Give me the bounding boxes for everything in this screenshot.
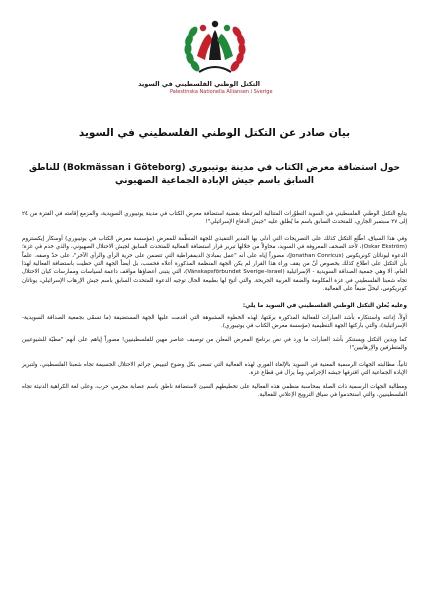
point-second: ثانياً، مطالبته الجهات الرسمية المعنية في السويد بالإلغاء الفوري لهذه الفعالية التي تسعى بكل وضوح لتبييض جرائم الاحتلال الجسيمة تجاه شعبنا الفلسطيني، ولتبرير الإبادة الجماعية التي اقترفها جيشه الإجرامي وما يزال في قطاع غزة. <box>22 361 407 377</box>
org-logo <box>138 16 273 108</box>
org-name-arabic: التكتل الوطني الفلسطيني في السويد <box>138 80 260 88</box>
point-first: أولاً، إدانته واستنكاره بأشد العبارات للفعالية المذكورة برمّتها، لهذه الخطوة المشبوهة التي أقدمت عليها الجهة المستضيفة (ما تسمّى بجمعية الصداقة السويدية-الإسرائيلية)، والتي باركتها الجهة التنظيمية (مؤسسة معرض الكتاب في يوتيبوري). <box>22 315 407 330</box>
statement-headline: حول استضافة معرض الكتاب في مدينة يوتيبوري (Bokmässan i Göteborg) للناطق السابق باسم جيش الإبادة الجماعية الصهيوني <box>29 163 400 186</box>
olive-wreath-logo-icon <box>179 16 251 80</box>
org-name-swedish: Palestinska Nationella Alliansen i Sverige <box>170 89 273 95</box>
paragraph-1: يتابع التكتل الوطني الفلسطيني في السويد التطوّرات المتتالية المرتبطة بقضية استضافة معرض الكتاب في مدينة يوتيبوري السويدية، والمزمع إقامته في الفترة من ٢٤ إلى ٢٧ سبتمبر الجاري، للمتحدث السابق باسم ما يُطلق عليه "جيش الدفاع الإسرائيلي"! <box>22 211 407 226</box>
point-first-addendum: كما ويدين التكتل ويستنكر بأشد العبارات ما ورد في نص برنامج المعرض المعلن من توصيف عناصر مهين للفلسطينيين! مصوراً إياهم على أنهم "مطيّة للشيوعيين والمتطرفين والإرهابيين"! <box>22 336 407 352</box>
announcement-intro: وعليه يُعلن التكتل الوطني الفلسطيني في السويد ما يلي: <box>242 302 407 309</box>
point-third: ومطالبة الجهات الرسمية ذات الصلة بمحاسبة منظمي هذه الفعالية على تخطيطهم السيئ لاستضافة ناطق باسم عصابة مجرمي حرب، وعلى لغة الكراهية الدنيئة تجاه الفلسطينيين، والتي استخدموا في سياق الترويج الإعلاني للفعالية. <box>22 383 407 398</box>
statement-body <box>22 126 407 407</box>
statement-title: بيان صادر عن التكتل الوطني الفلسطيني في السويد <box>78 127 351 139</box>
paragraph-2: وفي هذا السياق، اطّلع التكتل كذلك على التصريحات التي أدلى بها المدير التنفيذي للجهة المنظّمة للمعرض (مؤسسة معرض الكتاب في يوتيبوري) أوسكار إيكستروم (Oskar Ekström)، لأحد الصحف المعروفة في السويد، محاولاً من خلالها تبرير قرار استضافة الفعالية للمتحدث السابق لجيش الاحتلال الصهيوني، والذي خدم في غزة؛ الدعوة ليوناثان كونريكوس (Jonathan Conricus)، مصوراً إياه على أنه "عمل بمبادئ الديمقراطية التي تتضمن على حرية الرأي والرأي الآخر"، على حدّ وصفه. علماً بأن التكتل على اطلاع كذلك بخصوص أنّ من يقف وراء هذا القرار لم يكن الجهة المنظمة المذكورة أعلاه فحسب، بل أيضاً الجهة التي حظيت باستضافة الفعالية لهذا العام، ألا وهي جمعية الصداقة السويدية - الإسرائيلية (Vänskapsförbundet Sverige–Israel)، التي يتبنى أعضاؤها مواقف داعمة لسياسات وممارسات كيان الاحتلال تجاه شعبنا الفلسطيني في غزة المكلومة والضفة الغربية الجريحة. والتي أتيح لها بطبيعة الحال توجيه الدعوة للمتحدث السابق باسم جيش الإرهاب الإسرائيلي، يوناتان كونريكوس، ليحلّ ضيفاً على الفعالية. <box>22 235 408 293</box>
